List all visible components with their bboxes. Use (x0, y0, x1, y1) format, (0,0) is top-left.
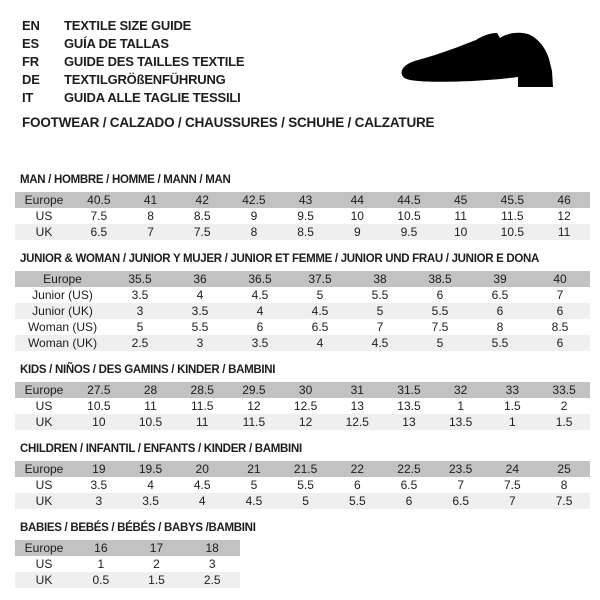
row-label: Europe (24, 193, 64, 207)
size-cell: 1 (97, 557, 105, 571)
table-row (15, 271, 590, 287)
row-label: US (35, 399, 53, 413)
size-cell: 8.5 (297, 225, 314, 239)
table-row (15, 414, 590, 430)
size-cell: 24 (505, 462, 520, 476)
size-cell: 12.5 (293, 399, 318, 413)
size-cell: 25 (557, 462, 571, 476)
size-cell: 36 (193, 272, 207, 286)
size-cell: 4 (198, 494, 206, 508)
size-cell: 13 (350, 399, 364, 413)
size-cell: 6 (496, 304, 504, 318)
size-cell: 11.5 (242, 415, 266, 429)
size-table-babies (15, 522, 600, 588)
size-cell: 7.5 (90, 209, 108, 223)
size-cell: 5 (302, 494, 309, 508)
size-cell: 6.5 (90, 225, 108, 239)
size-cell: 6 (556, 304, 564, 318)
size-cell: 8 (560, 478, 568, 492)
table-row (15, 572, 240, 588)
lang-label: TEXTILE SIZE GUIDE (64, 17, 192, 33)
size-cell: 11 (557, 225, 571, 239)
size-cell: 13.5 (448, 415, 473, 429)
size-cell: 10 (92, 415, 106, 429)
size-table-children (15, 443, 600, 509)
lang-code: DE (22, 71, 40, 87)
size-cell: 1.5 (555, 415, 573, 429)
size-cell: 6 (256, 320, 264, 334)
size-cell: 3 (196, 336, 204, 350)
size-cell: 43 (298, 193, 313, 207)
table-row (15, 335, 590, 351)
size-cell: 18 (205, 541, 219, 555)
category-title: FOOTWEAR / CALZADO / CHAUSSURES / SCHUHE / CALZATURE (22, 115, 435, 130)
lang-code: IT (22, 89, 34, 105)
size-cell: 19 (92, 462, 106, 476)
size-cell: 5 (436, 336, 444, 350)
size-cell: 42 (195, 193, 209, 207)
size-cell: 30 (298, 383, 313, 397)
row-label: US (35, 557, 53, 571)
size-cell: 7 (457, 478, 464, 492)
size-cell: 37.5 (308, 272, 332, 286)
size-cell: 3 (136, 304, 144, 318)
size-cell: 10.5 (138, 415, 163, 429)
size-cell: 36.5 (248, 272, 272, 286)
row-label: UK (35, 573, 53, 587)
size-cell: 7.5 (431, 320, 449, 334)
table-title-babies: BABIES / BEBÉS / BÉBÉS / BABYS /BAMBINI (20, 522, 256, 534)
size-cell: 3 (208, 557, 216, 571)
size-cell: 8 (496, 320, 504, 334)
size-cell: 7 (147, 225, 154, 239)
size-cell: 5.5 (191, 320, 209, 334)
size-cell: 39 (493, 272, 507, 286)
size-cell: 7 (556, 288, 564, 302)
size-cell: 7.5 (193, 225, 211, 239)
dress-shoe-icon (398, 30, 573, 94)
size-cell: 11.5 (501, 209, 524, 223)
table-row (15, 319, 590, 335)
lang-label: TEXTILGRÖßENFÜHRUNG (64, 71, 226, 87)
table-row (15, 540, 240, 556)
size-cell: 31 (350, 383, 364, 397)
table-row (15, 224, 590, 240)
size-cell: 8 (250, 225, 258, 239)
size-cell: 45 (453, 193, 468, 207)
size-cell: 44 (350, 193, 364, 207)
row-label: Junior (US) (32, 288, 93, 302)
size-cell: 5.5 (348, 494, 366, 508)
row-label: UK (35, 494, 53, 508)
lang-label: GUÍA DE TALLAS (64, 35, 169, 51)
size-cell: 33.5 (552, 383, 576, 397)
size-cell: 3.5 (90, 478, 108, 492)
table-row (15, 287, 590, 303)
table-row (15, 477, 590, 493)
size-cell: 29.5 (242, 383, 266, 397)
row-label: UK (35, 225, 53, 239)
size-cell: 9 (250, 209, 258, 223)
size-cell: 5 (250, 478, 258, 492)
lang-label: GUIDE DES TAILLES TEXTILE (64, 53, 245, 69)
row-label: Woman (UK) (27, 336, 98, 350)
size-cell: 5 (136, 320, 144, 334)
size-cell: 11 (454, 209, 467, 223)
size-cell: 1.5 (148, 573, 165, 587)
size-cell: 1 (509, 415, 516, 429)
size-cell: 10 (350, 209, 364, 223)
size-cell: 32 (453, 383, 468, 397)
size-table-junior (15, 253, 600, 351)
size-cell: 5.5 (431, 304, 449, 318)
size-cell: 3.5 (131, 288, 149, 302)
size-cell: 10.5 (397, 209, 421, 223)
size-cell: 7.5 (504, 478, 521, 492)
size-cell: 3.5 (191, 304, 209, 318)
row-label: Europe (43, 272, 82, 286)
size-cell: 42.5 (242, 193, 266, 207)
size-cell: 8.5 (551, 320, 569, 334)
size-cell: 13 (402, 415, 416, 429)
size-cell: 11.5 (190, 399, 214, 413)
size-cell: 3.5 (142, 494, 159, 508)
size-cell: 4.5 (245, 494, 263, 508)
size-cell: 6 (405, 494, 413, 508)
size-cell: 12 (298, 415, 313, 429)
lang-code: EN (22, 17, 40, 33)
size-cell: 11 (144, 399, 157, 413)
table-title-kids: KIDS / NIÑOS / DES GAMINS / KINDER / BAMBINI (20, 364, 276, 376)
size-cell: 6 (556, 336, 564, 350)
size-cell: 6.5 (400, 478, 418, 492)
size-cell: 4.5 (193, 478, 211, 492)
size-cell: 6.5 (311, 320, 329, 334)
size-cell: 40 (553, 272, 567, 286)
size-cell: 9.5 (400, 225, 418, 239)
table-title-man: MAN / HOMBRE / HOMME / MANN / MAN (20, 174, 231, 186)
table-title-children: CHILDREN / INFANTIL / ENFANTS / KINDER / BAMBINI (20, 443, 302, 455)
size-cell: 16 (94, 541, 108, 555)
size-cell: 41 (143, 193, 158, 207)
table-title-junior: JUNIOR & WOMAN / JUNIOR Y MUJER / JUNIOR ET FEMME / JUNIOR UND FRAU / JUNIOR E DONA (20, 253, 540, 265)
size-cell: 45.5 (500, 193, 525, 207)
size-cell: 20 (195, 462, 209, 476)
size-cell: 38 (373, 272, 387, 286)
size-cell: 33 (505, 383, 520, 397)
lang-code: FR (22, 53, 39, 69)
size-cell: 46 (557, 193, 571, 207)
size-cell: 5.5 (371, 288, 389, 302)
size-cell: 9 (353, 225, 361, 239)
table-row (15, 398, 590, 414)
table-row (15, 208, 590, 224)
row-label: UK (35, 415, 53, 429)
size-cell: 5.5 (297, 478, 314, 492)
size-cell: 0.5 (92, 573, 110, 587)
size-cell: 22.5 (397, 462, 421, 476)
size-cell: 6 (353, 478, 361, 492)
size-cell: 40.5 (87, 193, 111, 207)
size-table-kids (15, 364, 600, 430)
row-label: Woman (US) (27, 320, 98, 334)
row-label: Europe (24, 541, 64, 555)
table-row (15, 303, 590, 319)
size-cell: 27.5 (87, 383, 111, 397)
size-cell: 17 (149, 541, 164, 555)
size-cell: 8 (147, 209, 154, 223)
size-cell: 10.5 (500, 225, 525, 239)
size-cell: 4 (316, 336, 324, 350)
size-cell: 21 (247, 462, 261, 476)
size-cell: 23.5 (448, 462, 473, 476)
size-cell: 28.5 (190, 383, 214, 397)
size-cell: 31.5 (397, 383, 421, 397)
size-cell: 5 (316, 288, 324, 302)
size-cell: 5 (376, 304, 384, 318)
size-cell: 10 (453, 225, 468, 239)
size-cell: 28 (143, 383, 158, 397)
size-cell: 13.5 (397, 399, 421, 413)
size-cell: 7.5 (555, 494, 573, 508)
size-cell: 5.5 (491, 336, 509, 350)
size-cell: 12 (557, 209, 571, 223)
size-cell: 2 (560, 399, 568, 413)
size-cell: 4.5 (251, 288, 269, 302)
size-table-man (15, 174, 600, 240)
row-label: Europe (24, 383, 64, 397)
size-cell: 7 (509, 494, 516, 508)
size-cell: 21.5 (293, 462, 318, 476)
size-cell: 4.5 (371, 336, 389, 350)
size-cell: 2.5 (131, 336, 149, 350)
size-cell: 1 (457, 399, 464, 413)
size-cell: 2.5 (203, 573, 221, 587)
size-cell: 22 (350, 462, 364, 476)
size-cell: 12 (247, 399, 261, 413)
size-cell: 4 (256, 304, 264, 318)
table-row (15, 461, 590, 477)
row-label: US (35, 478, 53, 492)
table-row (15, 493, 590, 509)
lang-label: GUIDA ALLE TAGLIE TESSILI (64, 89, 241, 105)
size-cell: 4 (196, 288, 204, 302)
table-row (15, 556, 240, 572)
size-cell: 4.5 (311, 304, 329, 318)
size-cell: 11 (195, 415, 209, 429)
row-label: Junior (UK) (32, 304, 93, 318)
size-cell: 3 (95, 494, 103, 508)
size-cell: 35.5 (128, 272, 152, 286)
size-cell: 1.5 (504, 399, 521, 413)
table-row (15, 382, 590, 398)
size-cell: 6 (436, 288, 444, 302)
size-tables (15, 174, 600, 588)
size-cell: 6.5 (452, 494, 469, 508)
size-cell: 6.5 (491, 288, 509, 302)
size-cell: 12.5 (345, 415, 369, 429)
size-cell: 7 (376, 320, 384, 334)
lang-code: ES (22, 35, 39, 51)
size-cell: 4 (147, 478, 154, 492)
size-cell: 38.5 (428, 272, 452, 286)
table-row (15, 192, 590, 208)
size-cell: 3.5 (251, 336, 269, 350)
row-label: US (35, 209, 53, 223)
size-cell: 44.5 (397, 193, 421, 207)
size-cell: 19.5 (138, 462, 163, 476)
size-cell: 2 (153, 557, 160, 571)
size-cell: 10.5 (87, 399, 111, 413)
size-cell: 8.5 (193, 209, 211, 223)
size-cell: 9.5 (297, 209, 314, 223)
row-label: Europe (24, 462, 64, 476)
